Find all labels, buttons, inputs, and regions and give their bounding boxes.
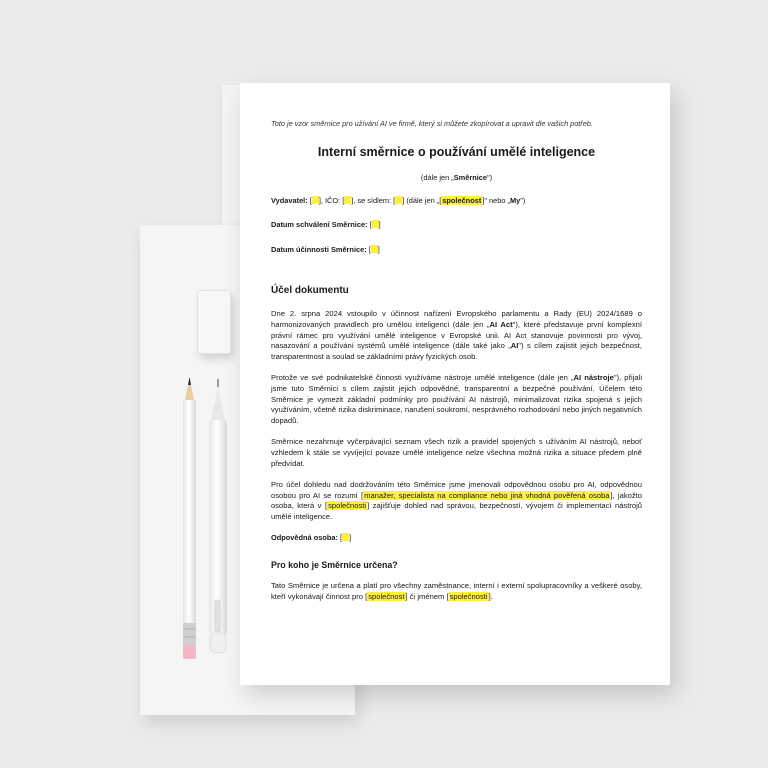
mechanical-pencil-icon [209, 379, 227, 653]
issuer-label: Vydavatel: [271, 195, 308, 205]
paragraph-risks: Směrnice nezahrnuje vyčerpávající seznam všech rizik a pravidel spojených s užíváním AI nástrojů, neboť vzhledem k stále se vyvíjející povaze umělé inteligence nelze všechna možná rizika a situace předem plně předvídat. [271, 437, 642, 468]
effective-date-placeholder[interactable] [371, 245, 378, 253]
section-heading-audience: Pro koho je Směrnice určena? [271, 560, 398, 571]
responsible-person-placeholder[interactable] [342, 533, 349, 541]
approval-date-label: Datum schválení Směrnice: [271, 220, 368, 230]
company-placeholder[interactable]: společnosti [328, 501, 367, 511]
company-placeholder[interactable]: společnost [368, 591, 405, 601]
pencils-illustration [165, 375, 245, 675]
effective-date-label: Datum účinnosti Směrnice: [271, 244, 367, 254]
company-placeholder[interactable]: společnosti [449, 591, 488, 601]
company-placeholder[interactable]: společnost [442, 195, 482, 205]
document-title: Interní směrnice o používání umělé inteligence [317, 145, 596, 159]
paragraph-responsible-person: Pro účel dohledu nad dodržováním této Směrnice jsme jmenovali odpovědnou osobu pro AI, odpovědnou osobou pro AI se rozumí [manažer, specialista na compliance nebo jiná vhodná pověřená osoba], jakožto osoba, která v [společnosti] zajišťuje dohled nad správou, bezpečností, vývojem či implementací nástrojů umělé inteligence. [271, 480, 642, 521]
intro-note: Toto je vzor směrnice pro užívání AI ve firmě, který si můžete zkopírovat a upravit dle vašich potřeb. [271, 119, 593, 128]
responsible-role-placeholder[interactable]: manažer, specialista na compliance nebo jiná vhodná pověřená osoba [364, 490, 610, 500]
approval-date-placeholder[interactable] [372, 220, 379, 228]
issuer-name-placeholder[interactable] [312, 196, 319, 204]
document-page [240, 83, 670, 685]
responsible-person-label: Odpovědná osoba: [271, 533, 338, 543]
issuer-line: Vydavatel: [ ], IČO: [ ], se sídlem: [ ] (dále jen „[společnost]" nebo „My") [271, 195, 526, 205]
paragraph-audience: Tato Směrnice je určena a platí pro všechny zaměstnance, interní i externí spolupracovníky a veškeré osoby, kteří vykonávají činnost pro [společnost] či jménem [společnosti]. [271, 581, 642, 601]
paragraph-ai-tools: Protože ve své podnikatelské činnosti využíváme nástroje umělé inteligence (dále jen „AI nástroje"), přijali jsme tuto Směrnici s cílem zajistit jejich odpovědné, transparentní a bezpečné používání. Účelem této Směrnice je vymezit základní podmínky pro používání AI nástrojů, minimalizovat rizika spojená s jejich využíváním, včetně rizika diskriminace, narušení soukromí, nesprávného rozhodování nebo jiných negativních dopadů. [271, 373, 643, 425]
wooden-pencil-icon [183, 377, 196, 659]
document-subtitle: (dále jen „Směrnice") [420, 173, 493, 182]
section-heading-purpose: Účel dokumentu [271, 285, 349, 297]
effective-date-line: Datum účinnosti Směrnice: [ ] [271, 244, 380, 254]
eraser-object [197, 290, 231, 354]
responsible-person-line: Odpovědná osoba: [ ] [271, 533, 352, 543]
paragraph-ai-act: Dne 2. srpna 2024 vstoupilo v účinnost nařízení Evropského parlamentu a Rady (EU) 2024/1689 o harmonizovaných pravidlech pro umělou inteligenci (dále jen „AI Act"), které představuje první komplexní právní rámec pro využívání umělé inteligence v Evropské unii. AI Act stanovuje povinnosti pro vývoj, nasazování a používání systémů umělé inteligence (dále také jako „AI") s cílem zajistit jejich bezpečnost, transparentnost a soulad se základními právy fyzických osob. [271, 309, 642, 361]
approval-date-line: Datum schválení Směrnice: [ ] [271, 220, 381, 230]
